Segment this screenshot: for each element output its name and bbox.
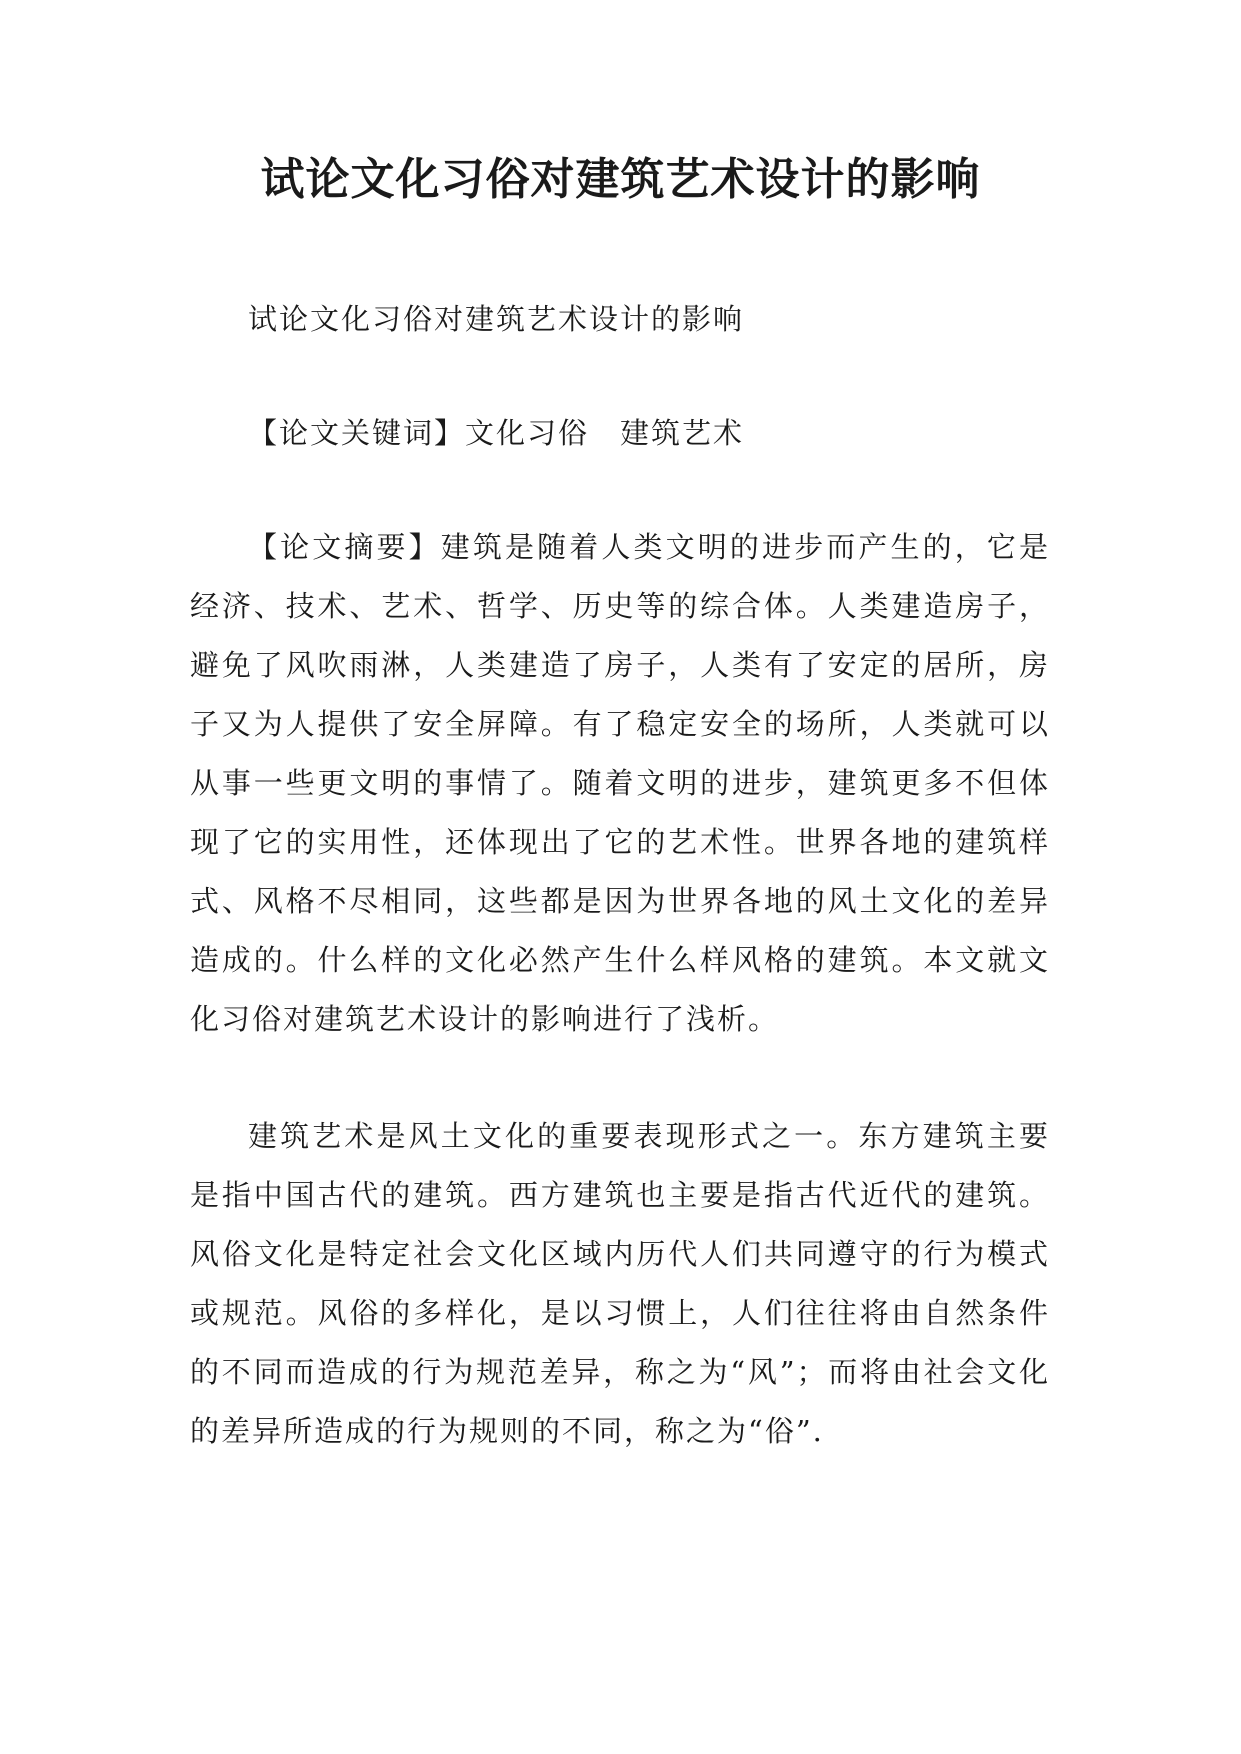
document-title: 试论文化习俗对建筑艺术设计的影响 (260, 154, 981, 205)
abstract-paragraph: 【论文摘要】建筑是随着人类文明的进步而产生的，它是经济、技术、艺术、哲学、历史等的综合体。人类建造房子，避免了风吹雨淋，人类建造了房子，人类有了安定的居所，房子又为人提供了安全屏障。有了稳定安全的场所，人类就可以从事一些更文明的事情了。随着文明的进步，建筑更多不但体现了它的实用性，还体现出了它的艺术性。世界各地的建筑样式、风格不尽相同，这些都是因为世界各地的风土文化的差异造成的。什么样的文化必然产生什么样风格的建筑。本文就文化习俗对建筑艺术设计的影响进行了浅析。 (190, 530, 1050, 1036)
body-paragraph: 建筑艺术是风土文化的重要表现形式之一。东方建筑主要是指中国古代的建筑。西方建筑也主要是指古代近代的建筑。风俗文化是特定社会文化区域内历代人们共同遵守的行为模式或规范。风俗的多样化，是以习惯上，人们往往将由自然条件的不同而造成的行为规范差异，称之为“风”；而将由社会文化的差异所造成的行为规则的不同，称之为“俗”. (190, 1119, 1050, 1448)
document-body (190, 290, 1050, 1519)
subtitle-paragraph: 试论文化习俗对建筑艺术设计的影响 (248, 302, 745, 336)
keywords-paragraph: 【论文关键词】文化习俗 建筑艺术 (248, 416, 745, 450)
